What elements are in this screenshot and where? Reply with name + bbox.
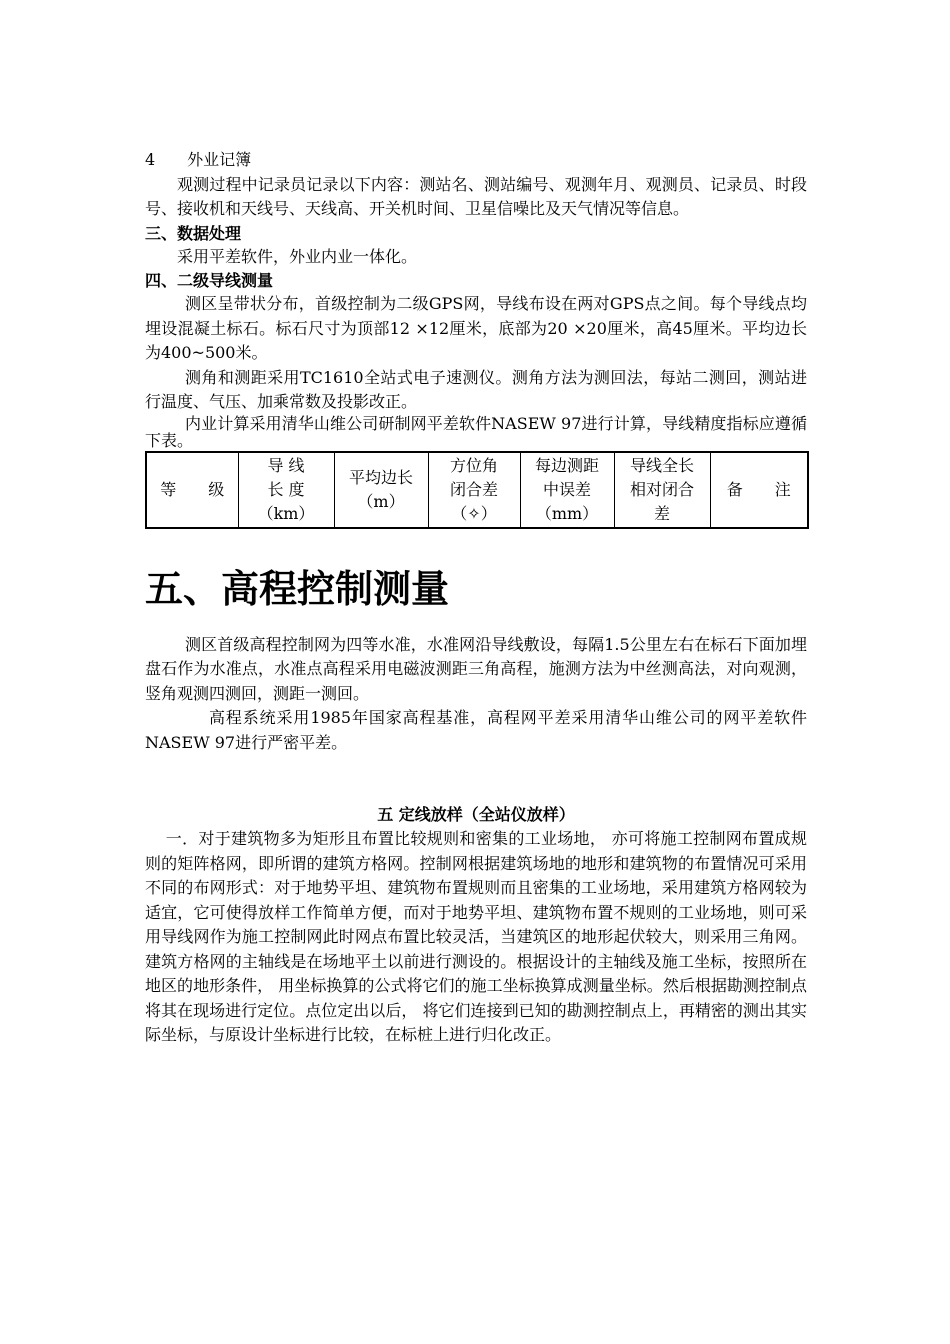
data-processing-body: 采用平差软件，外业内业一体化。 (177, 246, 418, 266)
elevation-control-title: 五、高程控制测量 (145, 566, 450, 611)
header-traverse-length: 导 线 长 度 （km） (238, 452, 334, 528)
header-remarks: 备 注 (710, 452, 808, 528)
elevation-paragraph-2: 高程系统采用1985年国家高程基准，高程网平差采用清华山维公司的网平差软件NASEW 97进行严密平差。 (145, 708, 807, 752)
traverse-paragraph-3: 内业计算采用清华山维公司研制网平差软件NASEW 97进行计算，导线精度指标应遵循下表。 (145, 413, 807, 450)
stakeout-paragraph: 一．对于建筑物多为矩形且布置比较规则和密集的工业场地， 亦可将施工控制网布置成规则的矩阵格网，即所谓的建筑方格网。控制网根据建筑场地的地形和建筑物的布置情况可采用不同的布网形式：对于地势平坦、建筑物布置规则而且密集的工业场地，采用建筑方格网较为适宜，它可使得放样工作简单方便，而对于地势平坦、建筑物布置不规则的工业场地，则可采用导线网作为施工控制网此时网点布置比较灵活，当建筑区的地形起伏较大，则采用三角网。建筑方格网的主轴线是在场地平土以前进行测设的。根据设计的主轴线及施工坐标，按照所在地区的地形条件， 用坐标换算的公式将它们的施工坐标换算成测量坐标。然后根据勘测控制点将其在现场进行定位。点位定出以后， 将它们连接到已知的勘测控制点上，再精密的测出其实际坐标，与原设计坐标进行比较，在标桩上进行归化改正。 (145, 829, 807, 1044)
traverse-spec-table (145, 451, 809, 529)
traverse-heading: 四、二级导线测量 (145, 271, 274, 290)
section-4-title: 4 外业记簿 (145, 150, 252, 169)
data-processing-heading: 三、数据处理 (145, 223, 242, 243)
header-azimuth-closure: 方位角 闭合差 （✧） (428, 452, 520, 528)
header-distance-error: 每边测距 中误差 （mm） (520, 452, 614, 528)
document-page (145, 148, 807, 1048)
header-relative-closure: 导线全长 相对闭合 差 (614, 452, 710, 528)
elevation-paragraph-1: 测区首级高程控制网为四等水准，水准网沿导线敷设，每隔1.5公里左右在标石下面加埋盘石作为水准点，水准点高程采用电磁波测距三角高程，施测方法为中丝测高法，对向观测，竖角观测四测回，测距一测回。 (145, 634, 807, 703)
traverse-paragraph-2: 测角和测距采用TC1610全站式电子速测仪。测角方法为测回法，每站二测回，测站进行温度、气压、加乘常数及投影改正。 (145, 367, 807, 411)
header-average-side: 平均边长 （m） (334, 452, 428, 528)
traverse-paragraph-1: 测区呈带状分布，首级控制为二级GPS网，导线布设在两对GPS点之间。每个导线点均埋设混凝土标石。标石尺寸为顶部12 ×12厘米，底部为20 ×20厘米，高45厘米。平均边长为400~500米。 (145, 294, 807, 362)
stakeout-title: 五 定线放样（全站仪放样） (377, 805, 575, 824)
section-4-body: 观测过程中记录员记录以下内容：测站名、测站编号、观测年月、观测员、记录员、时段号、接收机和天线号、天线高、开关机时间、卫星信噪比及天气情况等信息。 (145, 174, 807, 218)
header-grade: 等 级 (146, 452, 238, 528)
table-header-row (146, 452, 808, 528)
